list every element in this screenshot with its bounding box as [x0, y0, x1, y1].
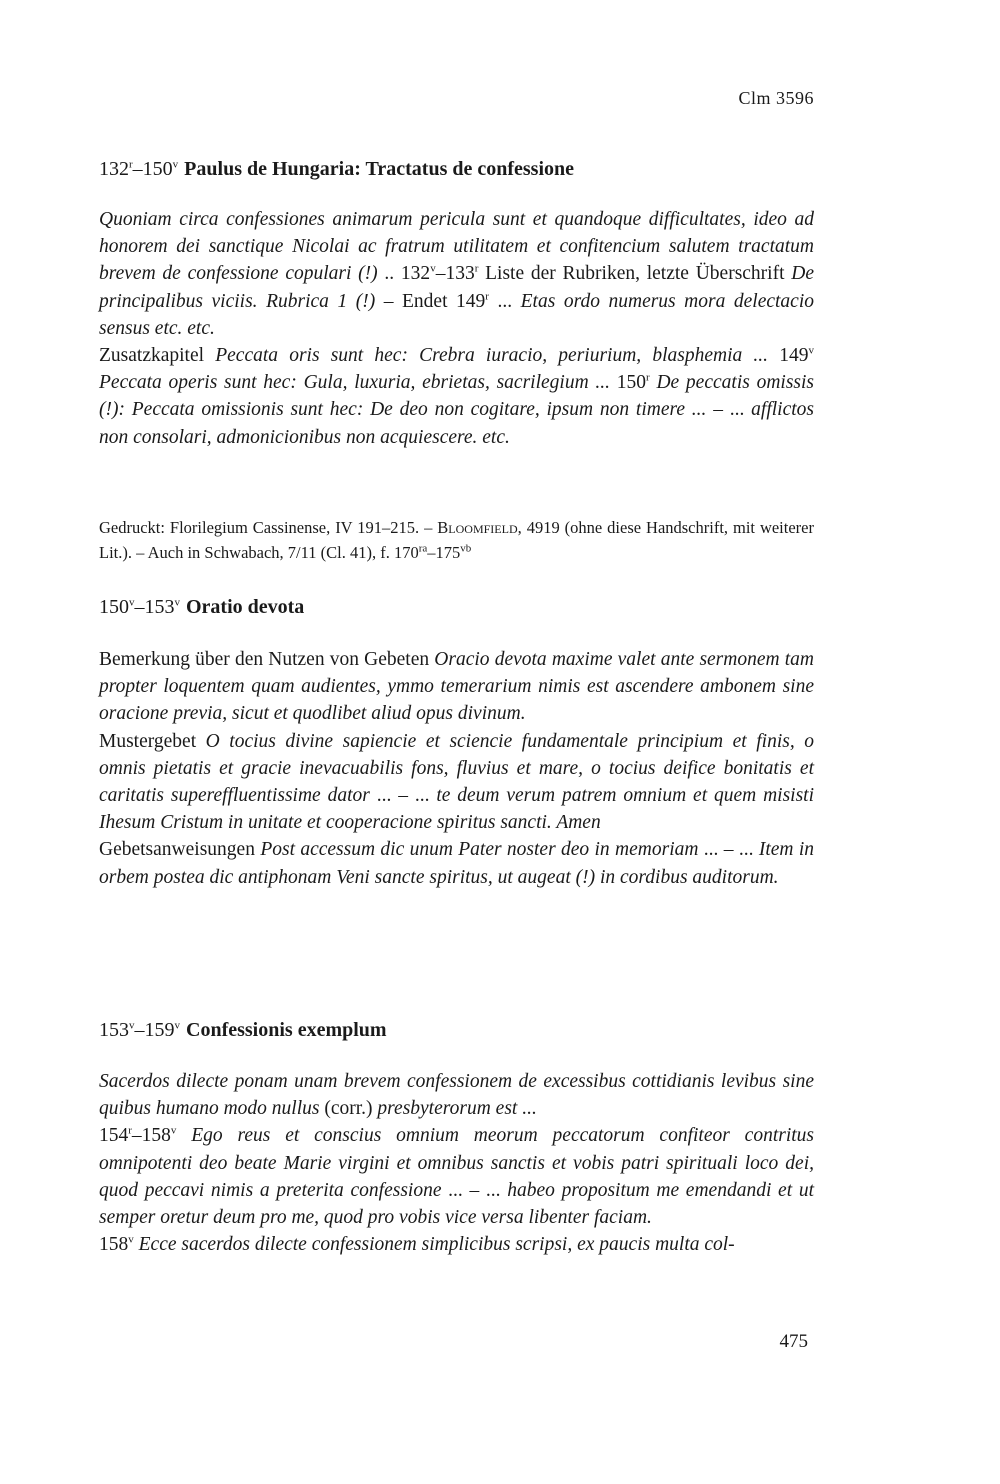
- author-name: Bloomfield: [437, 518, 518, 537]
- paragraph: Bemerkung über den Nutzen von Gebeten Oracio devota maxime valet ante sermonem tam propter loquentem quam audientes, ymmo temerarium nimis est ascendere ambonem sine oracione previa, sicut et quodlibet aliud opus divinum.: [99, 649, 815, 725]
- section-heading-1: [99, 158, 574, 181]
- paragraph: Quoniam circa confessiones animarum pericula sunt et quandoque difficultates, ideo ad honorem dei sanctique Nicolai ac fratrum utilitatem et confitencium salutem tractatum brevem de confessione copulari (!) .. 132$^v$–133$^r$ Liste der Rubriken, letzte Überschrift De principalibus viciis. Rubrica 1 (!) – Endet 149$^r$ ... Etas ordo numerus mora delectacio sensus etc. etc.: [99, 209, 815, 339]
- section-heading-2: [99, 596, 304, 619]
- paragraph: 158$^v$ Ecce sacerdos dilecte confessionem simplicibus scripsi, ex paucis multa col-: [99, 1233, 735, 1256]
- page-number: 475: [779, 1331, 808, 1352]
- section-2-body: [99, 646, 814, 891]
- section-1-body: [99, 206, 814, 451]
- bibliographic-note: Gedruckt: Florilegium Cassinense, IV 191–215. – Bloomfield, 4919 (ohne diese Handschrift, mit weiterer Lit.). – Auch in Schwabach, 7/11 (Cl. 41), f. $170^{ra}-175^{vb}$: [99, 518, 814, 562]
- paragraph: Gebetsanweisungen Post accessum dic unum Pater noster deo in memoriam ... – ... Item in orbem postea dic antiphonam Veni sancte spiritus, ut augeat (!) in cordibus auditorum.: [99, 839, 815, 888]
- folio-range: 132$^r$–150$^v$: [99, 158, 179, 180]
- folio-range: 153$^v$–159$^v$: [99, 1019, 180, 1041]
- paragraph: Sacerdos dilecte ponam unam brevem confessionem de excessibus cottidianis levibus sine quibus humano modo nullus (corr.) presbyterorum est ...: [99, 1071, 814, 1120]
- section-title: Confessionis exemplum: [186, 1019, 387, 1041]
- folio-range: 150$^v$–153$^v$: [99, 596, 180, 618]
- section-heading-3: [99, 1019, 387, 1042]
- paragraph: Zusatzkapitel Peccata oris sunt hec: Crebra iuracio, periurium, blasphemia ... 149$^v$ Peccata operis sunt hec: Gula, luxuria, ebrietas, sacrilegium ... 150$^r$ De peccatis omissis (!): Peccata omissionis sunt hec: De deo non cogitare, ipsum non timere ... – ... afflictos non consolari, admonicionibus non acquiescere. etc.: [99, 344, 815, 448]
- paragraph: Mustergebet O tocius divine sapiencie et sciencie fundamentale principium et finis, o omnis pietatis et gracie inevacuabilis fons, fluvius et mare, o tocius deifice bonitatis et caritatis supereffluentissime dator ... – ... te deum verum patrem omnium et quem misisti Ihesum Cristum in unitate et cooperacione spiritus sancti. Amen: [99, 730, 815, 834]
- section-3-body: [99, 1068, 814, 1258]
- running-head: Clm 3596: [738, 88, 814, 108]
- paragraph: 154$^r$–158$^v$ Ego reus et conscius omnium meorum peccatorum confiteor contritus omnipotenti deo beate Marie virgini et omnibus sanctis et vobis patri spirituali loco dei, quod peccavi nimis a preterita confessione ... – ... habeo propositum me emendandi et ut semper oretur deum pro me, quod pro vobis vice versa libenter faciam.: [99, 1124, 815, 1229]
- section-title: Oratio devota: [186, 596, 305, 618]
- document-page: [92, 0, 814, 1484]
- section-title: Paulus de Hungaria: Tractatus de confessione: [184, 158, 575, 180]
